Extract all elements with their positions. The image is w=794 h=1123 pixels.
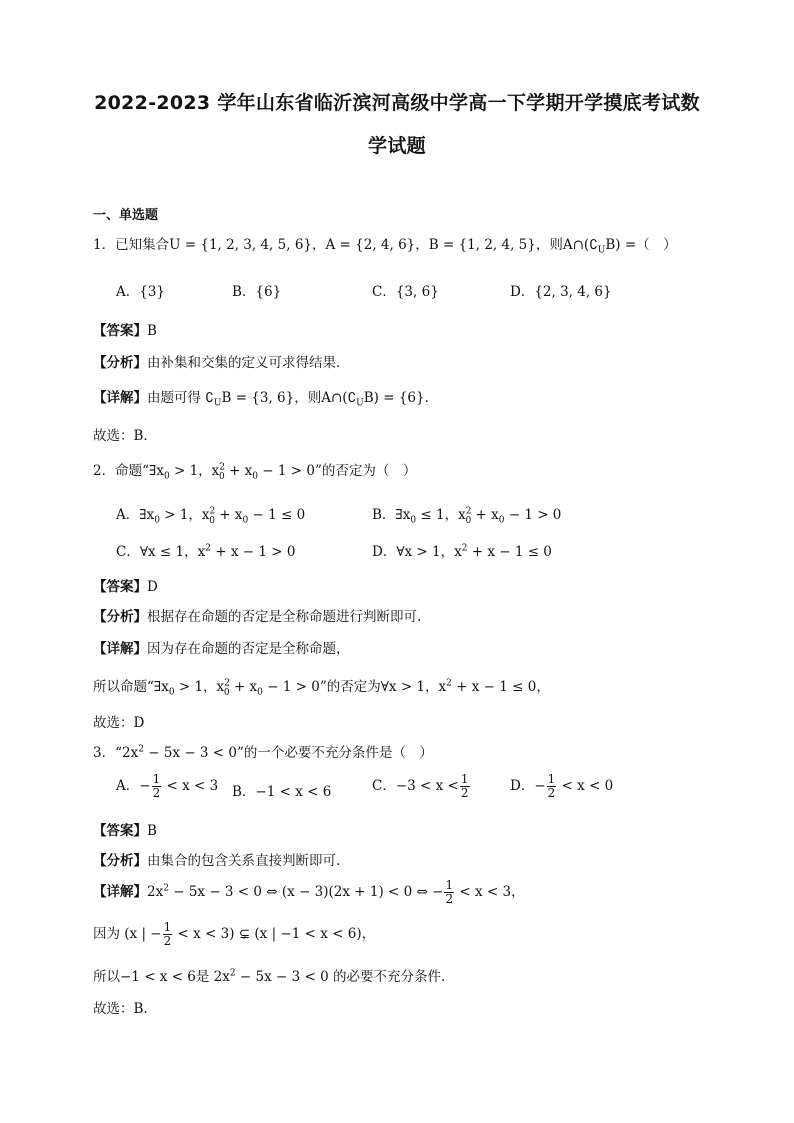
q3-answer: 【答案】B [93, 823, 157, 839]
q1-expr: A∩(∁ [562, 237, 598, 253]
q1-expr-end: B) =（ ） [605, 237, 677, 253]
q1-option-c: C．{3, 6} [372, 284, 439, 300]
q1-set-u: U = {1, 2, 3, 4, 5, 6} [169, 237, 312, 253]
q2-option-b: B．$\exists x_0 \le 1$，$x^2_0 + x_0 - 1 > 0$ [372, 506, 562, 526]
q1-option-a: A．{3} [116, 284, 166, 300]
q2-option-c: C．∀x ≤ 1，$x^2 + x - 1 > 0$ [116, 543, 296, 560]
q3-detail-line-3: 所以−1 < x < 6是 $2x^2 - 5x - 3 < 0$ 的必要不充分条件. [93, 968, 446, 985]
q3-conclusion: 故选：B. [93, 1001, 148, 1017]
q3-stem: 3．“$2x^2 - 5x - 3 < 0$”的一个必要不充分条件是（ ） [93, 744, 433, 761]
q1-stem: 1．已知集合U = {1, 2, 3, 4, 5, 6}，A = {2, 4, 6}，B = {1, 2, 4, 5}，则$A\cap(∁_UB)$ =（ ） [93, 237, 677, 256]
q3-analysis: 【分析】由集合的包含关系直接判断即可. [93, 853, 341, 869]
q1-detail: 【详解】由题可得 $∁_UB = \{3$, 6}，则$A\cap(∁_UB) = \{6\}$． [93, 390, 439, 409]
q3-detail-line-2: 因为 (x | − $\frac{1}{2}$ < x < 3) ⊊ (x | −1 < x < 6)， [93, 920, 376, 948]
q1-conclusion: 故选：B． [93, 428, 157, 444]
q2-detail-line-2: 所以命题“$\exists x_0 > 1$，$x^2_0 + x_0 - 1 > 0$”的否定为∀x > 1，$x^2 + x - 1 \le 0$， [93, 678, 550, 698]
q3-detail: 【详解】$2x^2 - 5x - 3 < 0$ ⇔ (x − 3)(2x + 1) < 0 ⇔ − $\frac{1}{2}$ < x < 3， [93, 878, 525, 906]
q1-number: 1． [93, 237, 116, 253]
q1-stem-prefix: 已知集合 [115, 237, 170, 253]
page-title-line-2: 学试题 [368, 135, 426, 157]
q2-stem: 2．命题“$\exists x_0 > 1$，$x^2_0 + x_0 - 1 > 0$”的否定为（ ） [93, 462, 417, 482]
q1-answer: 【答案】B [93, 323, 157, 339]
q1-option-b: B．{6} [232, 284, 282, 300]
page-title-line-1: 2022-2023 学年山东省临沂滨河高级中学高一下学期开学摸底考试数 [94, 92, 700, 114]
q3-option-d: D．− $\frac{1}{2}$ < x < 0 [510, 772, 614, 800]
q2-detail: 【详解】因为存在命题的否定是全称命题， [93, 641, 350, 657]
q3-option-b: B．−1 < x < 6 [232, 784, 332, 800]
q1-set-a: A = {2, 4, 6} [325, 237, 416, 253]
q3-option-c: C．−3 < x < $\frac{1}{2}$ [372, 772, 469, 800]
q2-conclusion: 故选：D [93, 715, 145, 731]
q1-analysis: 【分析】由补集和交集的定义可求得结果． [93, 355, 350, 371]
q2-analysis: 【分析】根据存在命题的否定是全称命题进行判断即可. [93, 609, 422, 625]
q2-option-d: D．∀x > 1，$x^2 + x - 1 \le 0$ [372, 543, 552, 560]
q3-option-a: A．− $\frac{1}{2}$ < x < 3 [116, 772, 219, 800]
q1-stem-then: ，则 [535, 237, 563, 253]
q1-set-b: B = {1, 2, 4, 5} [428, 237, 536, 253]
q1-option-d: D．{2, 3, 4, 6} [510, 284, 612, 300]
q1-expr-sub: U [597, 245, 606, 256]
q2-answer: 【答案】D [93, 579, 158, 595]
section-heading: 一、单选题 [93, 208, 159, 223]
q2-option-a: A．$\exists x_0 > 1$，$x^2_0 + x_0 - 1 \le 0$ [116, 506, 306, 526]
